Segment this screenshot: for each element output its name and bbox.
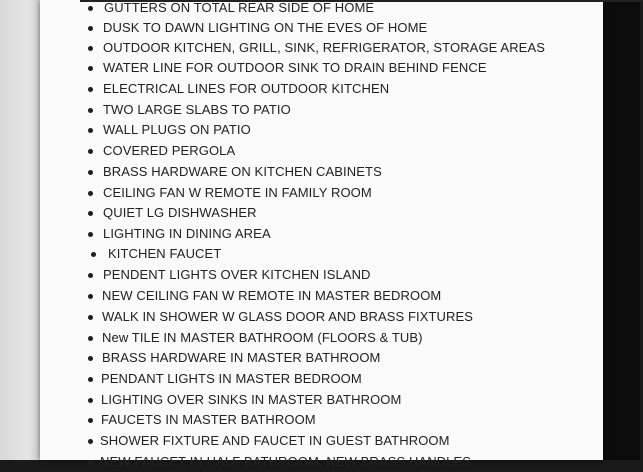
list-item-label: WATER LINE FOR OUTDOOR SINK TO DRAIN BEHIND FENCE [103, 60, 487, 75]
bullet-icon [88, 377, 93, 382]
list-item-label: ELECTRICAL LINES FOR OUTDOOR KITCHEN [103, 81, 390, 96]
list-item-label: WALK IN SHOWER W GLASS DOOR AND BRASS FIXTURES [102, 309, 474, 324]
list-item-label: COVERED PERGOLA [103, 143, 236, 158]
list-item [40, 431, 603, 451]
list-item [40, 38, 603, 58]
list-item-label: BRASS HARDWARE ON KITCHEN CABINETS [103, 164, 382, 179]
list-item-label: BRASS HARDWARE IN MASTER BATHROOM [102, 350, 381, 365]
list-item [40, 162, 603, 182]
bullet-icon [88, 170, 93, 175]
list-item [40, 100, 603, 120]
list-item [40, 265, 603, 285]
bullet-icon [88, 356, 93, 361]
list-item [40, 410, 603, 430]
list-item-label: SHOWER FIXTURE AND FAUCET IN GUEST BATHROOM [100, 433, 450, 448]
bullet-icon [88, 294, 93, 299]
list-item-label: QUIET LG DISHWASHER [103, 205, 257, 220]
list-item [40, 286, 603, 306]
list-item [40, 244, 603, 264]
list-item-label: DUSK TO DAWN LIGHTING ON THE EVES OF HOME [103, 20, 428, 35]
bullet-icon [88, 232, 93, 237]
list-item-label: OUTDOOR KITCHEN, GRILL, SINK, REFRIGERATOR, STORAGE AREAS [103, 40, 545, 55]
list-item [40, 120, 603, 140]
bullet-icon [88, 211, 93, 216]
list-item [40, 141, 603, 161]
list-item-label: NEW CEILING FAN W REMOTE IN MASTER BEDROOM [102, 288, 442, 303]
list-item-label: PENDANT LIGHTS IN MASTER BEDROOM [101, 371, 362, 386]
bullet-icon [88, 87, 93, 92]
list-item-label: LIGHTING IN DINING AREA [103, 226, 271, 241]
bullet-icon [88, 315, 93, 320]
bullet-icon [91, 252, 96, 257]
bullet-icon [88, 191, 93, 196]
list-item-label: New TILE IN MASTER BATHROOM (FLOORS & TUB) [102, 330, 423, 345]
list-item [40, 369, 603, 389]
bullet-icon [88, 398, 93, 403]
list-item [40, 307, 603, 327]
bullet-icon [88, 6, 93, 11]
bullet-icon [88, 149, 93, 154]
bullet-icon [88, 439, 93, 444]
list-item [40, 203, 603, 223]
list-item [40, 452, 603, 472]
list-item [40, 183, 603, 203]
list-item [40, 348, 603, 368]
list-item [40, 18, 603, 38]
list-item-label: NEW FAUCET IN HALF BATHROOM, NEW BRASS HANDLES [100, 454, 472, 469]
list-item [40, 0, 603, 18]
list-item-label: KITCHEN FAUCET [108, 246, 222, 261]
list-item-label: TWO LARGE SLABS TO PATIO [103, 102, 291, 117]
list-item [40, 328, 603, 348]
bullet-icon [88, 418, 93, 423]
list-item-label: GUTTERS ON TOTAL REAR SIDE OF HOME [104, 0, 375, 15]
bullet-icon [88, 46, 93, 51]
list-item [40, 224, 603, 244]
bullet-icon [88, 336, 93, 341]
bullet-icon [88, 273, 93, 278]
list-item [40, 79, 603, 99]
list-item-label: WALL PLUGS ON PATIO [103, 122, 251, 137]
list-item [40, 58, 603, 78]
left-margin-shadow [0, 0, 40, 460]
bullet-icon [88, 66, 93, 71]
list-item-label: FAUCETS IN MASTER BATHROOM [101, 412, 316, 427]
list-item-label: LIGHTING OVER SINKS IN MASTER BATHROOM [101, 392, 402, 407]
bullet-icon [88, 128, 93, 133]
paper-sheet [40, 0, 603, 469]
bullet-icon [88, 108, 93, 113]
bullet-icon [88, 460, 93, 465]
right-dark-background [603, 0, 640, 460]
list-item-label: CEILING FAN W REMOTE IN FAMILY ROOM [103, 185, 372, 200]
bullet-icon [88, 26, 93, 31]
list-item [40, 390, 603, 410]
list-item-label: PENDENT LIGHTS OVER KITCHEN ISLAND [103, 267, 371, 282]
